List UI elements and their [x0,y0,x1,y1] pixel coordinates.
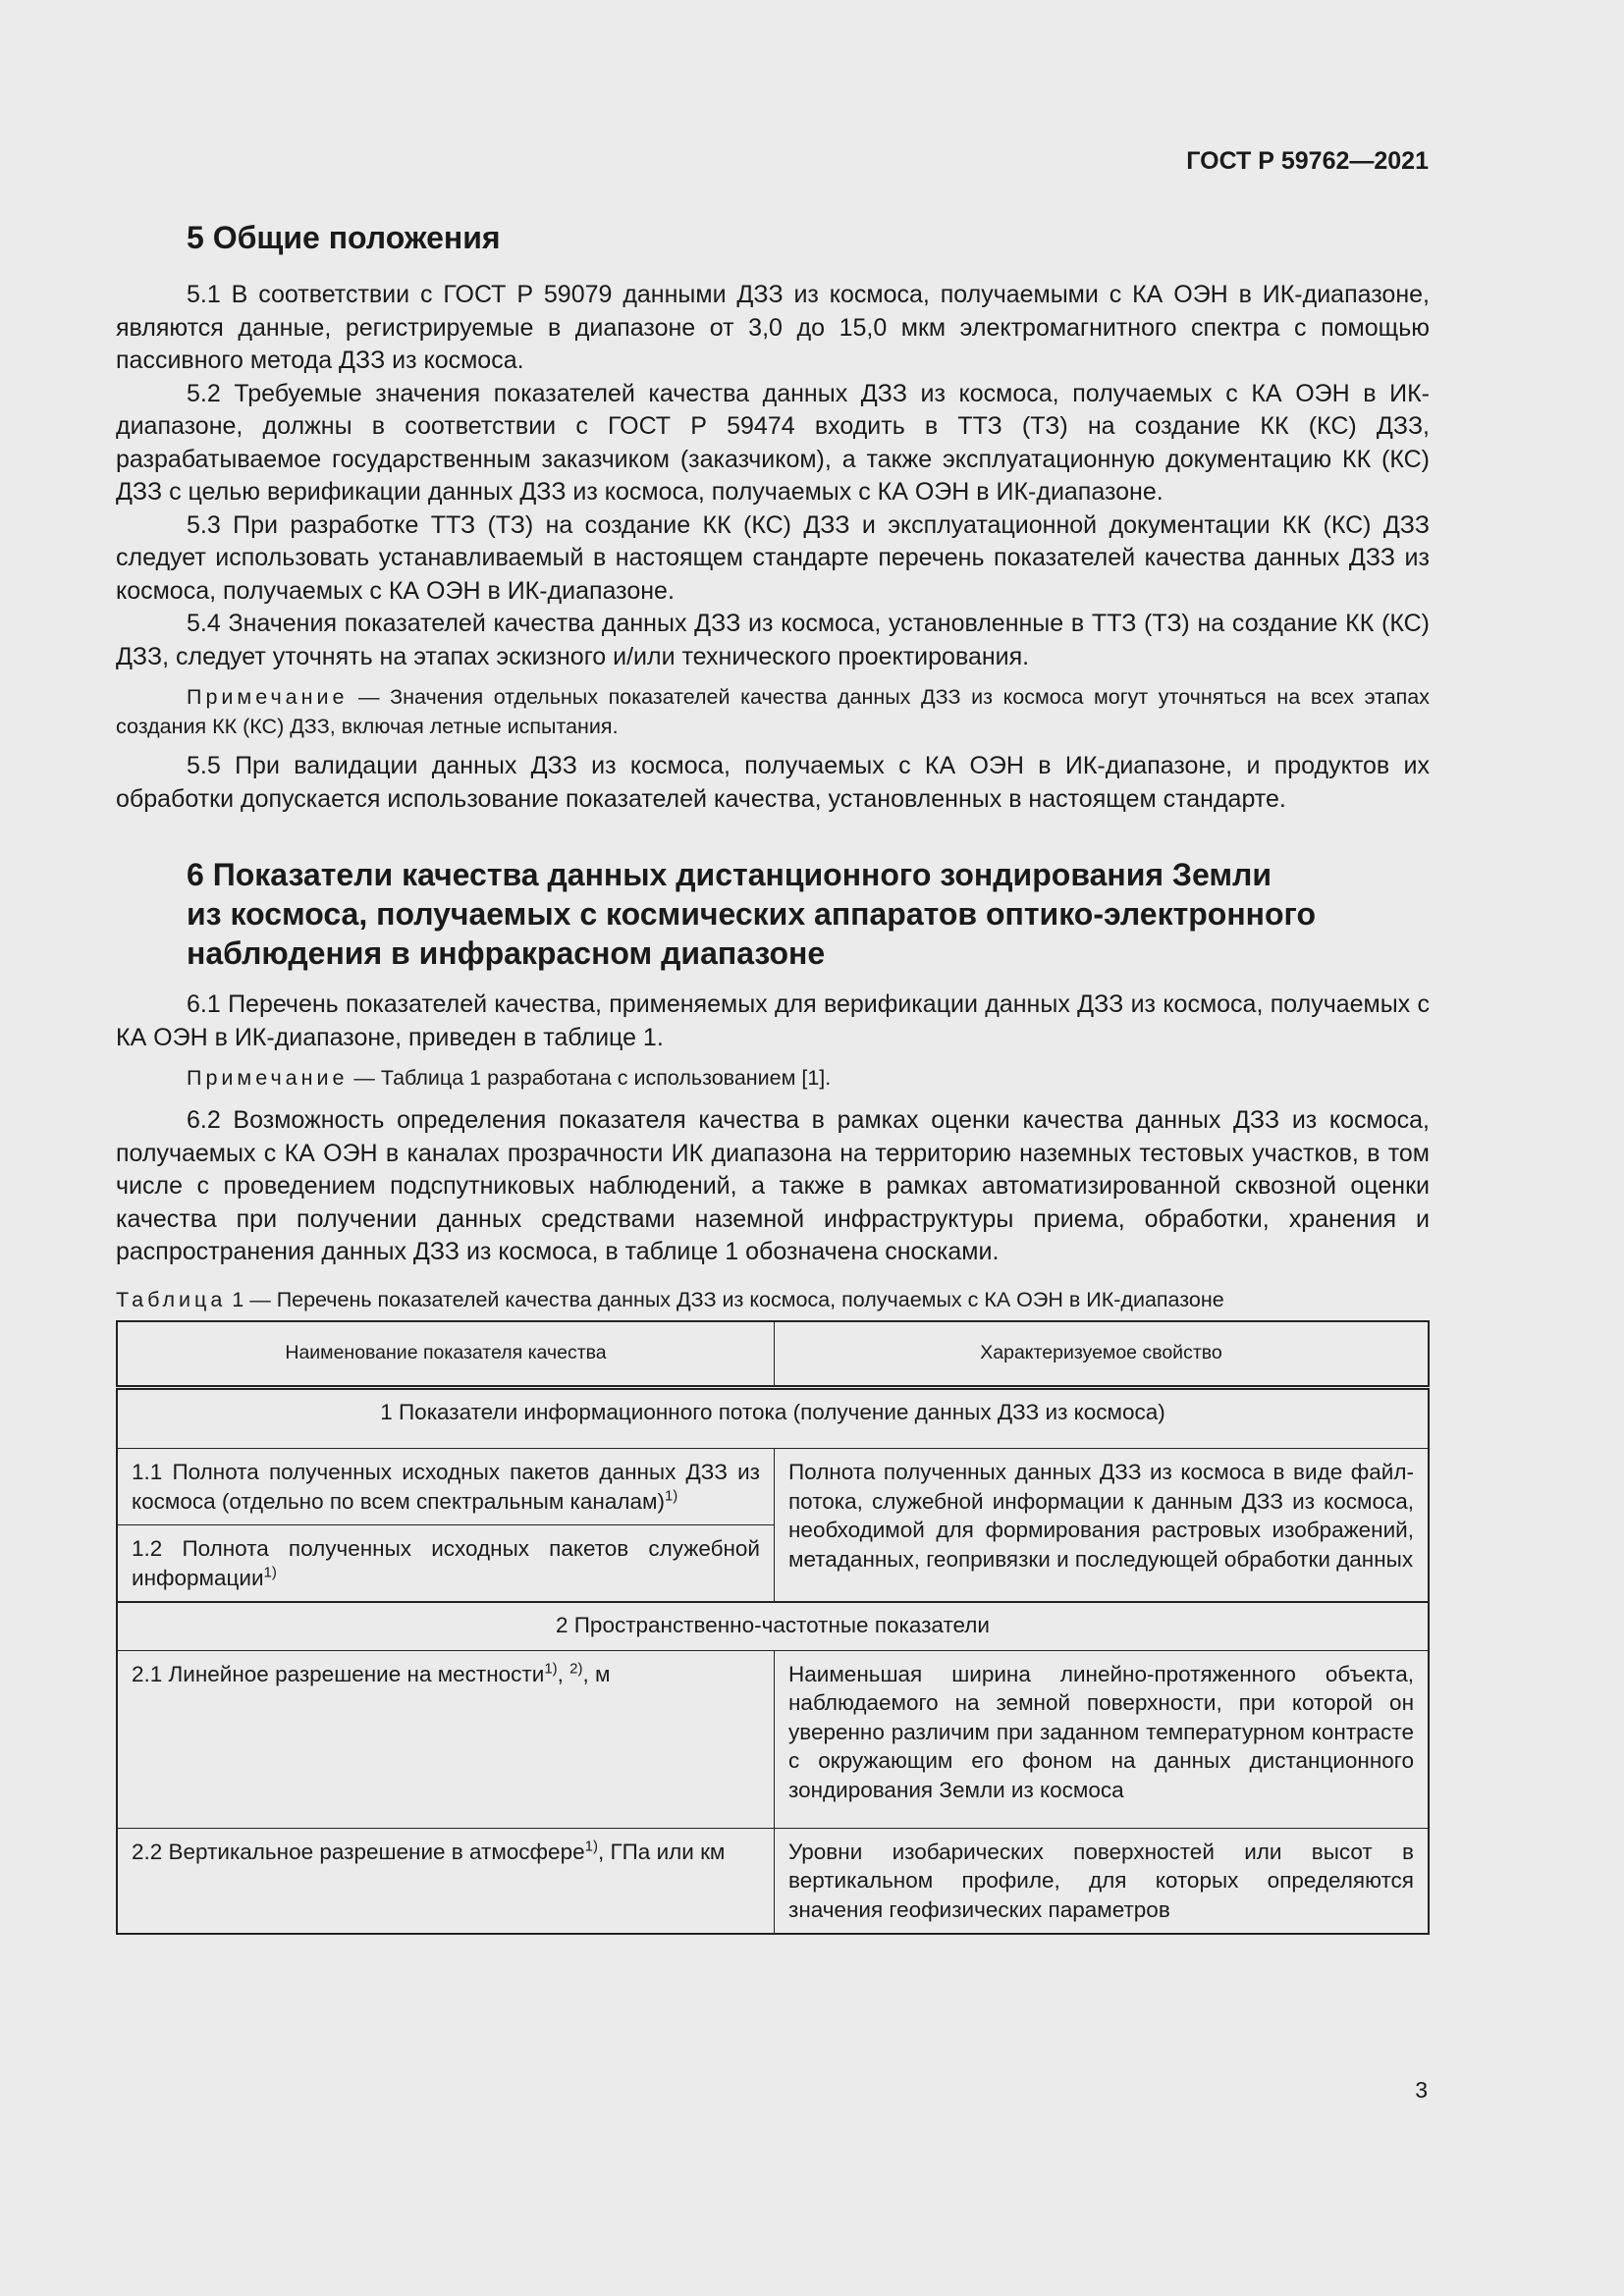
section-5-title: 5 Общие положения [187,220,501,255]
indicator-1-2: 1.2 Полнота полученных исходных пакетов служебной информации$^{1)}$ [117,1525,775,1603]
paragraph-5-5: 5.5 При валидации данных ДЗЗ из космоса, получаемых с КА ОЭН в ИК-диапазоне, и продуктов их обработки допускается использование показателей качества, установленных в настоящем стандарте. [116,752,1430,813]
document-id-header: ГОСТ Р 59762—2021 [1186,147,1429,175]
note-6 [116,1063,1430,1093]
section-row-1: 1 Показатели информационного потока (получение данных ДЗЗ из космоса) [117,1387,1429,1449]
caption-text: 1 — Перечень показателей качества данных ДЗЗ из космоса, получаемых с КА ОЭН в ИК-диапазоне [226,1287,1224,1311]
section-6-title [116,855,1430,973]
property-2-1: Наименьшая ширина линейно-протяженного объекта, наблюдаемого на земной поверхности, при которой он уверенно различим при заданном температурном контрасте с окружающим его фоном на данных дистанционного зондирования Земли из космоса [775,1650,1430,1828]
property-2-2: Уровни изобарических поверхностей или высот в вертикальном профиле, для которых определяются значения геофизических параметров [775,1828,1430,1934]
section-row [117,1602,1429,1650]
table-row [117,1449,1429,1525]
note-text: — Таблица 1 разработана с использованием [1]. [348,1066,832,1090]
note-text: — Значения отдельных показателей качества данных ДЗЗ из космоса могут уточняться на всех этапах создания КК (КС) ДЗЗ, включая летные испытания. [116,685,1430,738]
paragraph-5-1: 5.1 В соответствии с ГОСТ Р 59079 данными ДЗЗ из космоса, получаемыми с КА ОЭН в ИК-диапазоне, являются данные, регистрируемые в диапазоне от 3,0 до 15,0 мкм электромагнитного спектра с помощью пассивного метода ДЗЗ из космоса. [116,281,1430,374]
section-row [117,1387,1429,1449]
paragraph-5-4: 5.4 Значения показателей качества данных ДЗЗ из космоса, установленные в ТТЗ (ТЗ) на создание КК (КС) ДЗЗ, следует уточнять на этапах эскизного и/или технического проектирования. [116,610,1430,670]
column-header-name: Наименование показателя качества [117,1321,775,1388]
indicator-1-1: 1.1 Полнота полученных исходных пакетов данных ДЗЗ из космоса (отдельно по всем спектральным каналам)$^{1)}$ [117,1449,775,1525]
paragraph-5-2: 5.2 Требуемые значения показателей качества данных ДЗЗ из космоса, получаемых с КА ОЭН в ИК-диапазоне, должны в соответствии с ГОСТ Р 59474 входить в ТТЗ (ТЗ) на создание КК (КС) ДЗЗ, разрабатываемое государственным заказчиком (заказчиком), а также эксплуатационную документацию КК (КС) ДЗЗ с целью верификации данных ДЗЗ из космоса, получаемых с КА ОЭН в ИК-диапазоне. [116,379,1430,506]
table-caption [116,1285,1430,1314]
note-label: Примечание [187,1066,349,1090]
paragraph-5-3: 5.3 При разработке ТТЗ (ТЗ) на создание КК (КС) ДЗЗ и эксплуатационной документации КК (КС) ДЗЗ следует использовать устанавливаемый в настоящем стандарте перечень показателей качества данных ДЗЗ из космоса, получаемых с КА ОЭН в ИК-диапазоне. [116,510,1430,605]
quality-indicators-table [116,1320,1430,1936]
note-5 [116,682,1430,741]
section-row-2: 2 Пространственно-частотные показатели [117,1602,1429,1650]
paragraph-6-1: 6.1 Перечень показателей качества, применяемых для верификации данных ДЗЗ из космоса, получаемых с КА ОЭН в ИК-диапазоне, приведен в таблице 1. [116,990,1430,1051]
page-content [116,218,1430,1935]
table-row [117,1828,1429,1934]
column-header-property: Характеризуемое свойство [775,1321,1430,1388]
paragraph-6-2: 6.2 Возможность определения показателя качества в рамках оценки качества данных ДЗЗ из космоса, получаемых с КА ОЭН в каналах прозрачности ИК диапазона на территорию наземных тестовых участков, в том числе с проведением подспутниковых наблюдений, а также в рамках автоматизированной сквозной оценки качества при получении данных средствами наземной инфраструктуры приема, обработки, хранения и распространения данных ДЗЗ из космоса, в таблице 1 обозначена сносками. [116,1106,1430,1265]
table-header-row [117,1321,1429,1388]
section-6-title-line: 6 Показатели качества данных дистанционного зондирования Земли [187,857,1272,892]
caption-label: Таблица [116,1287,227,1311]
note-label: Примечание [187,685,349,709]
page-number: 3 [1415,2077,1428,2103]
section-6-title-line: из космоса, получаемых с космических аппаратов оптико-электронного [187,896,1316,932]
table-row [117,1650,1429,1828]
indicator-2-1: 2.1 Линейное разрешение на местности$^{1)}$, $^{2)}$, м [117,1650,775,1828]
section-6-title-line: наблюдения в инфракрасном диапазоне [187,935,826,971]
indicator-2-2: 2.2 Вертикальное разрешение в атмосфере$^{1)}$, ГПа или км [117,1828,775,1934]
property-1: Полнота полученных данных ДЗЗ из космоса в виде файл-потока, служебной информации к данным ДЗЗ из космоса, необходимой для формирования растровых изображений, метаданных, геопривязки и последующей обработки данных [775,1449,1430,1603]
